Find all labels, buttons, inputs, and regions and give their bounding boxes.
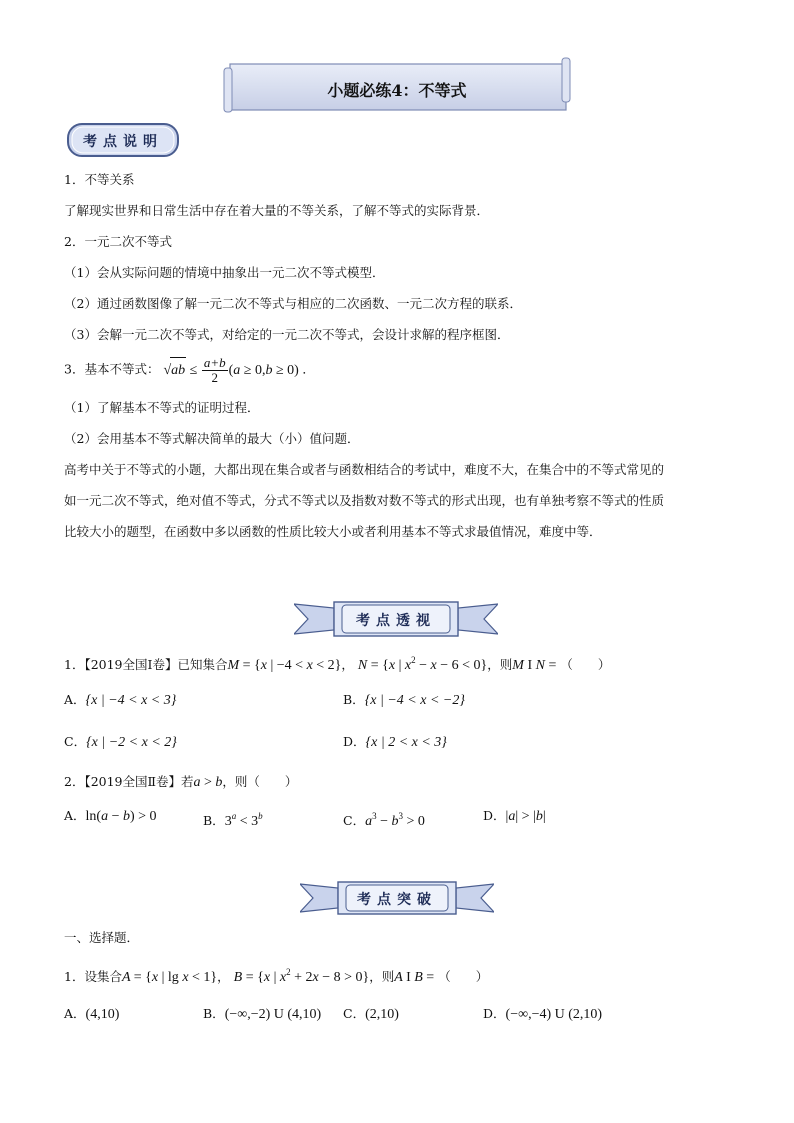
q1-op: M I N = xyxy=(512,658,557,673)
q1-mid: ， xyxy=(341,657,354,672)
section-badge-explanation xyxy=(66,122,180,158)
summary-line-2: 如一元二次不等式，绝对值不等式，分式不等式以及指数对数不等式的形式出现，也有单独考察不等式的性质 xyxy=(64,493,665,508)
s3-q1-prefix: 1．设集合 xyxy=(64,969,122,984)
q1-paren: （ ） xyxy=(560,657,611,672)
s3-q1-set-a: A = {x | lg x < 1} xyxy=(121,970,218,985)
page-title: 小题必练4：不等式 xyxy=(327,81,467,100)
summary-line-3: 比较大小的题型，在函数中多以函数的性质比较大小或者利用基本不等式求最值情况，难度中等． xyxy=(64,524,602,539)
ribbon-label: 考点突破 xyxy=(357,892,437,908)
item-1-title: 1．不等关系 xyxy=(64,172,135,187)
q2-option-a: A．ln(a − b) > 0 xyxy=(64,808,157,824)
section-ribbon-breakthrough xyxy=(300,880,494,916)
q1-set-n: N = {x | $x^2 - x - 6 < 0$} xyxy=(357,655,488,673)
s3-q1-op: A I B = xyxy=(394,970,435,985)
s3-q1-set-b: B = {x | $x^2 + 2x - 8 > 0$} xyxy=(233,967,370,985)
item-3-sub-2: （2）会用基本不等式解决简单的最大（小）值问题． xyxy=(64,431,360,446)
q1-option-b: B．{x | −4 < x < −2} xyxy=(343,692,465,708)
title-banner xyxy=(222,56,572,116)
item-3-title xyxy=(64,356,315,385)
s3-q1-option-b: B．(−∞,−2) U (4,10) xyxy=(203,1006,322,1022)
badge-label: 考点说明 xyxy=(83,134,163,150)
s3-q1-option-d: D．(−∞,−4) U (2,10) xyxy=(483,1006,603,1022)
q1-option-a: A．{x | −4 < x < 3} xyxy=(64,692,177,708)
item-2-sub-2: （2）通过函数图像了解一元二次不等式与相应的二次函数、一元二次方程的联系． xyxy=(64,296,522,311)
item-3-sub-1: （1）了解基本不等式的证明过程． xyxy=(64,400,260,415)
s3-q1-option-c: C．(2,10) xyxy=(343,1006,399,1022)
item-2-sub-3: （3）会解一元二次不等式，对给定的一元二次不等式，会设计求解的程序框图． xyxy=(64,327,510,342)
q1-option-c: C．{x | −2 < x < 2} xyxy=(64,734,177,750)
inequality-formula: √ab ≤ $\frac{a+b}{2}$ (a ≥ 0,b ≥ 0) xyxy=(163,355,299,385)
s3-q1-mid: ， xyxy=(217,969,230,984)
s3-q1-tail: ，则 xyxy=(369,969,395,984)
q1-prefix: 1．【2019全国Ⅰ卷】已知集合 xyxy=(64,657,228,672)
q1-tail: ，则 xyxy=(487,657,513,672)
q1-option-d: D．{x | 2 < x < 3} xyxy=(343,734,447,750)
q2-option-d: D．|a| > |b| xyxy=(483,808,546,824)
s3-q1-paren: （ ） xyxy=(438,969,489,984)
item-2-title: 2．一元二次不等式 xyxy=(64,234,172,249)
q2-tail: ，则（ ） xyxy=(222,774,298,789)
q2-option-c: C．$a^3 - b^3 > 0$ xyxy=(343,811,425,829)
s3-q1-option-a: A．(4,10) xyxy=(64,1006,120,1022)
item-1-desc: 了解现实世界和日常生活中存在着大量的不等关系，了解不等式的实际背景． xyxy=(64,203,490,218)
item-3-suffix: ． xyxy=(302,361,315,377)
section-ribbon-perspective xyxy=(294,600,498,638)
item-2-sub-1: （1）会从实际问题的情境中抽象出一元二次不等式模型． xyxy=(64,265,385,280)
q2-prefix: 2．【2019全国Ⅱ卷】若 xyxy=(64,774,194,789)
q2-condition: a > b xyxy=(193,775,223,790)
q1-2019-i xyxy=(64,650,610,676)
summary-line-1: 高考中关于不等式的小题，大都出现在集合或者与函数相结合的考试中，难度不大，在集合中的不等式常见的 xyxy=(64,462,665,477)
q2-option-b: B．$3^a < 3^b$ xyxy=(203,811,263,829)
item-3-prefix: 3．基本不等式： xyxy=(64,361,160,377)
ribbon-label: 考点透视 xyxy=(356,613,436,629)
s3-q1 xyxy=(64,962,488,988)
choice-heading: 一、选择题． xyxy=(64,930,140,945)
q1-set-m: M = {x | −4 < x < 2} xyxy=(227,658,342,673)
q2-2019-ii xyxy=(64,772,297,793)
